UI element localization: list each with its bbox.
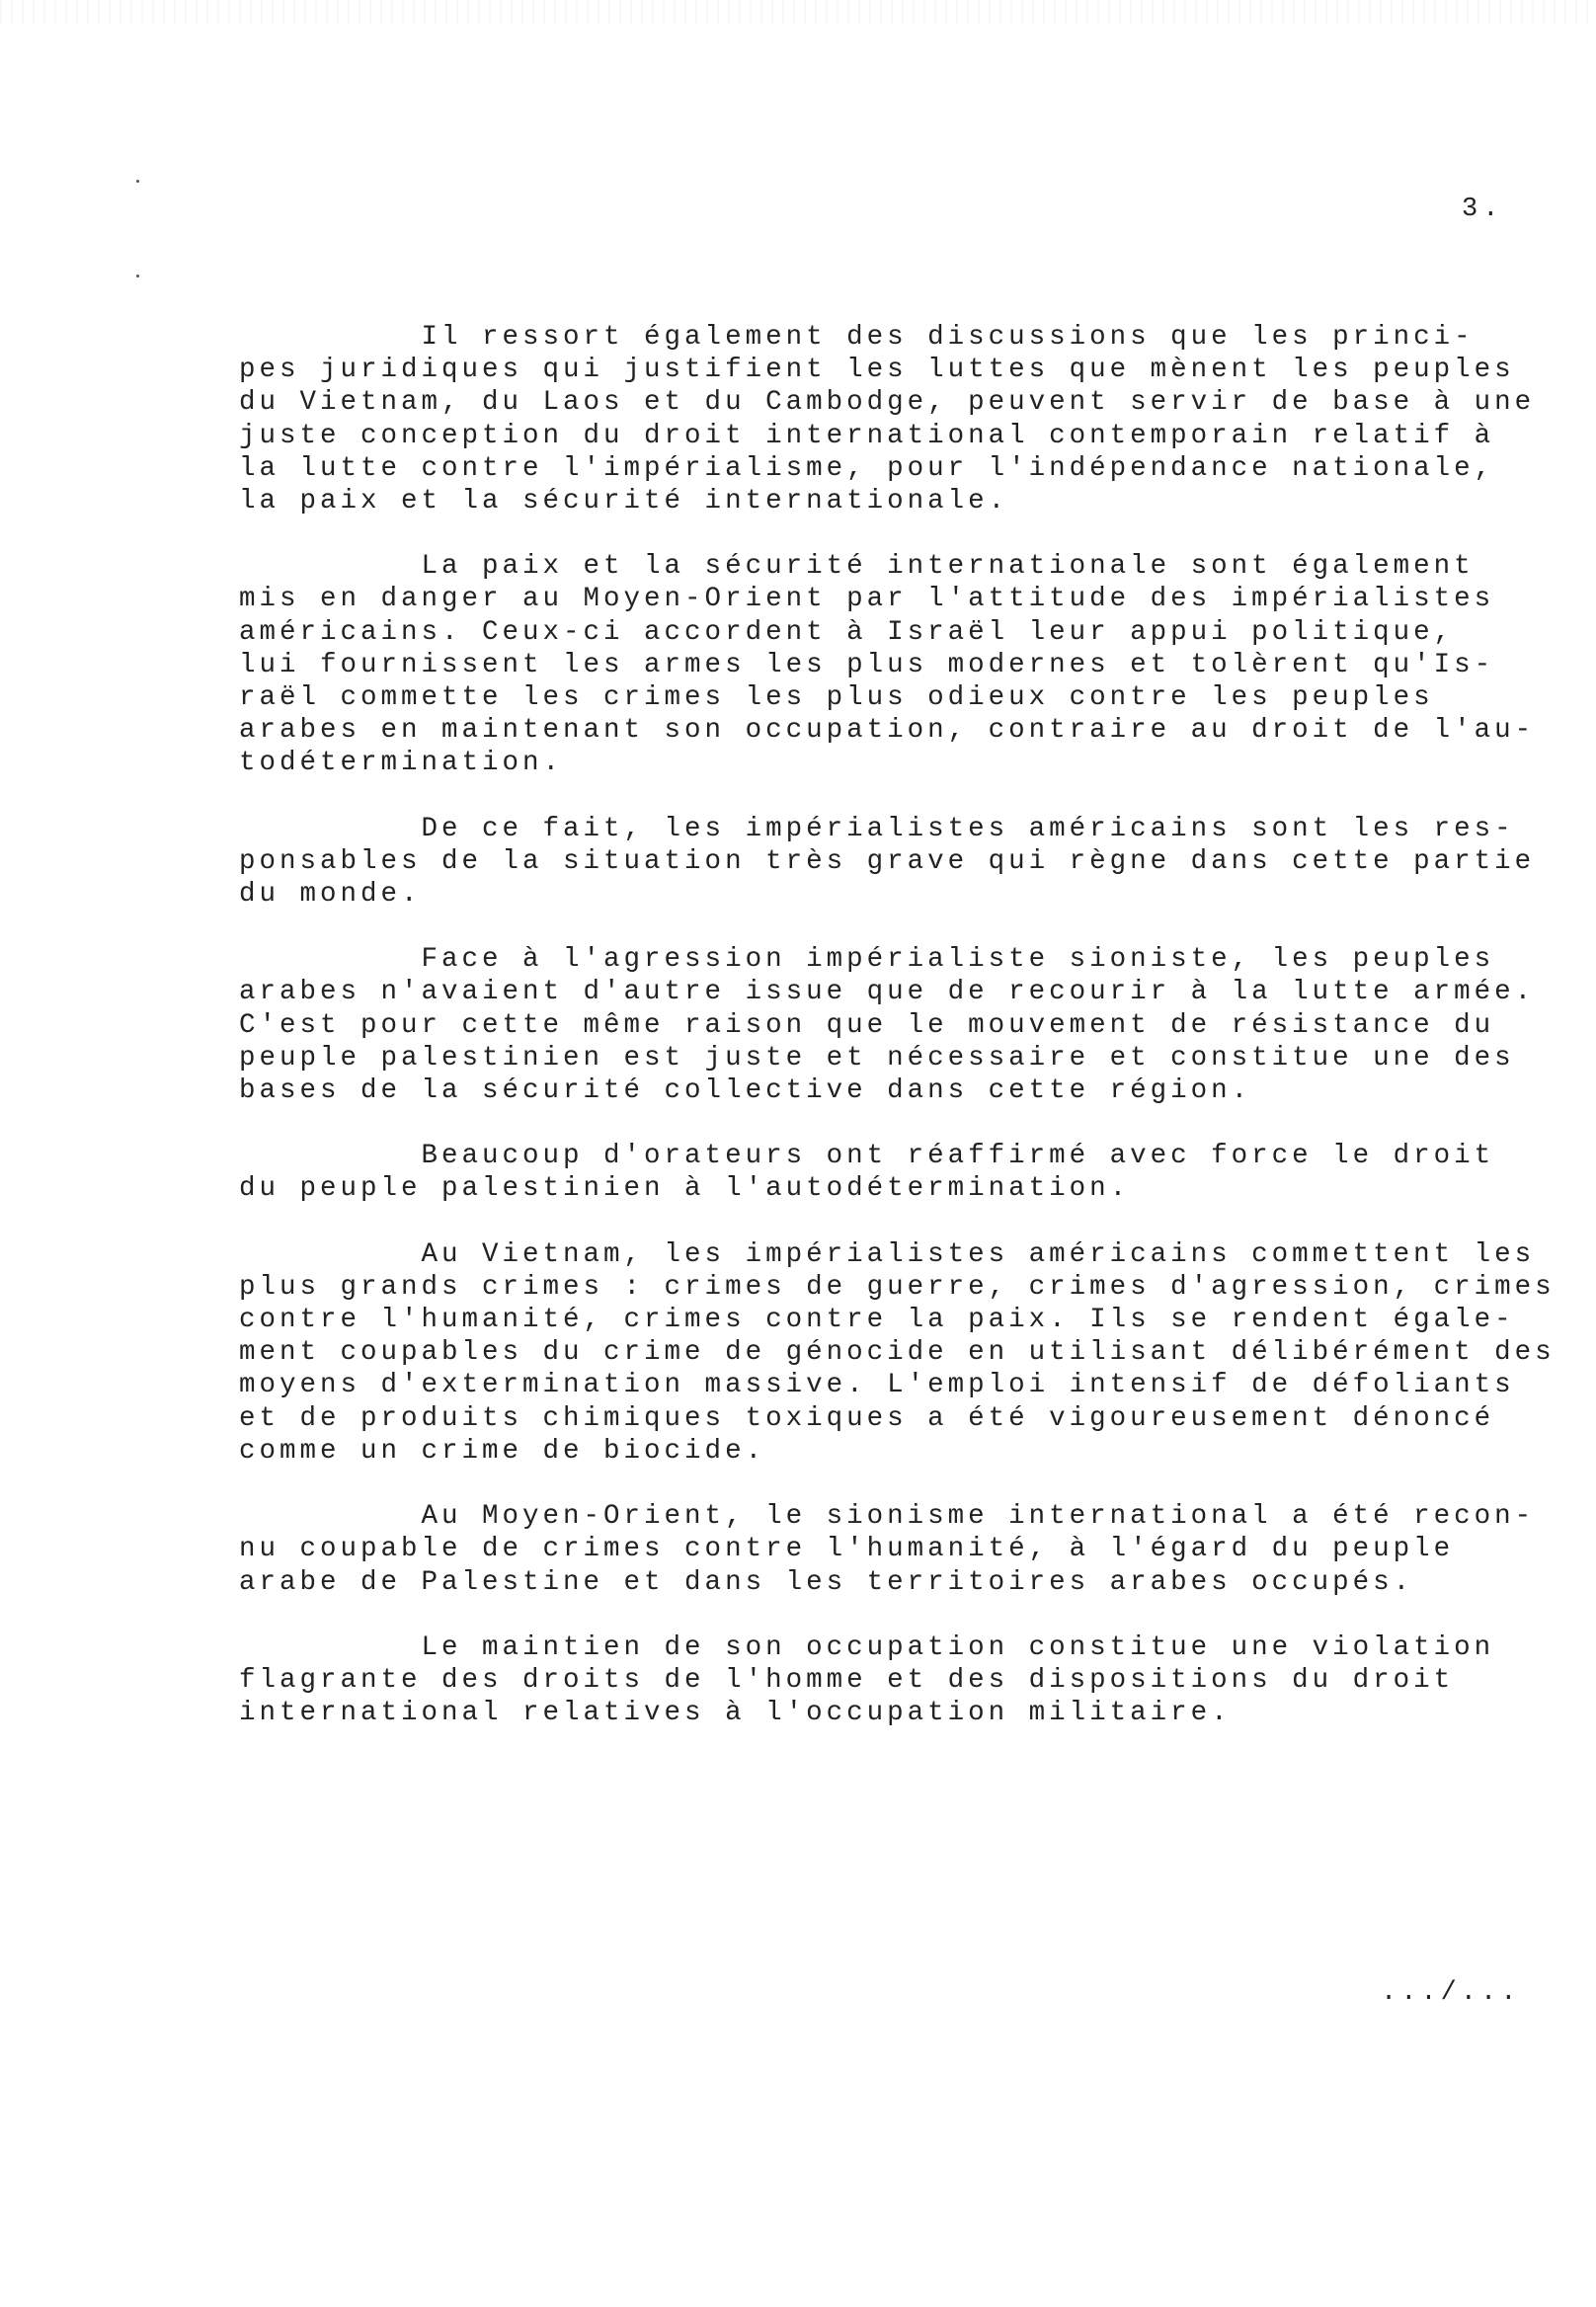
scan-edge-noise: [0, 0, 1596, 24]
text-line: Il ressort également des discussions que les princi-: [239, 322, 1475, 353]
text-line: du peuple palestinien à l'autodétermination.: [239, 1173, 1131, 1205]
paragraph: [239, 1631, 1543, 1730]
text-line: ment coupables du crime de génocide en utilisant délibérément des: [239, 1337, 1556, 1369]
paragraph: [239, 1238, 1556, 1468]
document-body: [239, 321, 1556, 1762]
text-line: du Vietnam, du Laos et du Cambodge, peuvent servir de base à une: [239, 387, 1536, 419]
text-line: mis en danger au Moyen-Orient par l'attitude des impérialistes: [239, 584, 1495, 615]
text-line: comme un crime de biocide.: [239, 1435, 766, 1467]
paragraph: [239, 813, 1543, 912]
text-line: juste conception du droit international contemporain relatif à: [239, 420, 1495, 451]
scan-speck: [136, 180, 139, 183]
text-line: peuple palestinien est juste et nécessaire et constitue une des: [239, 1042, 1515, 1074]
text-line: Au Vietnam, les impérialistes américains commettent les: [239, 1238, 1536, 1270]
text-line: raël commette les crimes les plus odieux contre les peuples: [239, 682, 1434, 714]
text-line: C'est pour cette même raison que le mouvement de résistance du: [239, 1009, 1495, 1041]
text-line: arabes en maintenant son occupation, contraire au droit de l'au-: [239, 715, 1536, 747]
text-line: nu coupable de crimes contre l'humanité, à l'égard du peuple: [239, 1534, 1455, 1565]
text-line: flagrante des droits de l'homme et des dispositions du droit: [239, 1664, 1455, 1696]
text-line: bases de la sécurité collective dans cette région.: [239, 1075, 1252, 1107]
paragraph: [239, 943, 1543, 1107]
text-line: arabe de Palestine et dans les territoires arabes occupés.: [239, 1566, 1414, 1598]
text-line: international relatives à l'occupation militaire.: [239, 1698, 1232, 1729]
paragraph: [239, 321, 1543, 517]
page-number: 3.: [1462, 195, 1504, 224]
scan-speck: [136, 275, 139, 278]
continuation-mark: .../...: [1381, 1978, 1521, 2008]
text-line: du monde.: [239, 879, 422, 911]
text-line: la lutte contre l'impérialisme, pour l'indépendance nationale,: [239, 452, 1495, 484]
paragraph: [239, 550, 1543, 779]
paragraph: [239, 1500, 1543, 1599]
text-line: todétermination.: [239, 748, 564, 779]
text-line: lui fournissent les armes les plus modernes et tolèrent qu'Is-: [239, 649, 1495, 680]
text-line: ponsables de la situation très grave qui règne dans cette partie: [239, 845, 1536, 877]
text-line: la paix et la sécurité internationale.: [239, 486, 1009, 517]
text-line: La paix et la sécurité internationale sont également: [239, 551, 1475, 583]
text-line: moyens d'extermination massive. L'emploi intensif de défoliants: [239, 1370, 1515, 1401]
text-line: contre l'humanité, crimes contre la paix. Ils se rendent égale-: [239, 1305, 1515, 1336]
paragraph: [239, 1140, 1543, 1205]
text-line: arabes n'avaient d'autre issue que de recourir à la lutte armée.: [239, 977, 1536, 1008]
text-line: Au Moyen-Orient, le sionisme international a été recon-: [239, 1501, 1536, 1533]
text-line: De ce fait, les impérialistes américains sont les res-: [239, 813, 1515, 844]
text-line: pes juridiques qui justifient les luttes que mènent les peuples: [239, 355, 1515, 386]
text-line: américains. Ceux-ci accordent à Israël leur appui politique,: [239, 616, 1455, 648]
text-line: Face à l'agression impérialiste sioniste, les peuples: [239, 944, 1495, 976]
text-line: et de produits chimiques toxiques a été vigoureusement dénoncé: [239, 1402, 1495, 1434]
text-line: Le maintien de son occupation constitue une violation: [239, 1631, 1495, 1663]
text-line: Beaucoup d'orateurs ont réaffirmé avec force le droit: [239, 1141, 1495, 1172]
text-line: plus grands crimes : crimes de guerre, crimes d'agression, crimes: [239, 1271, 1556, 1303]
